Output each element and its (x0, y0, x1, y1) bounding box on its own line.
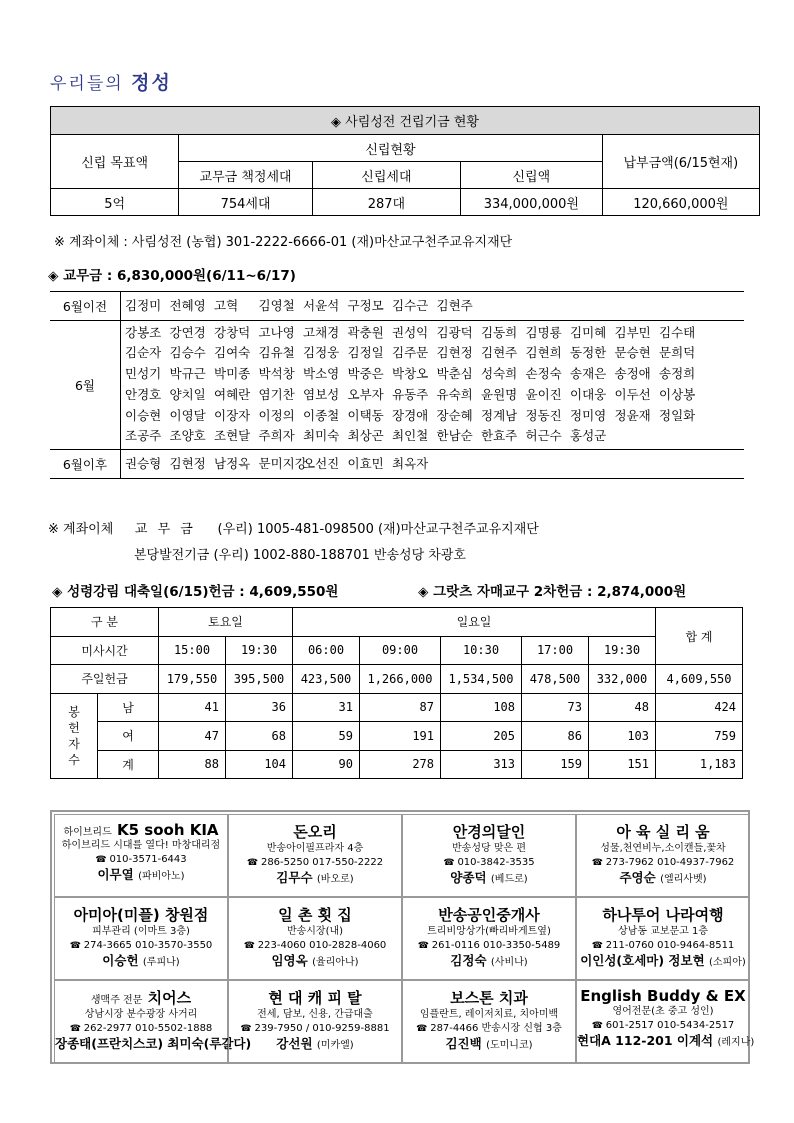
person-name: 최미숙 (303, 428, 340, 444)
person-name: 여혜란 (214, 386, 251, 402)
person-name: 정계남 (481, 407, 518, 423)
ad-person (403, 870, 575, 888)
account1-value: (우리) 1005-481-098500 (재)마산교구천주교유지재단 (217, 522, 539, 537)
ad-phone: ☎ 010-3842-3535 (403, 856, 575, 870)
attend-cell: 41 (159, 693, 226, 722)
person-name: 염보성 (303, 386, 340, 402)
ad-title: 현 대 캐 피 탈 (268, 989, 362, 1007)
attend-cell: 104 (226, 750, 293, 779)
person-name: 장경애 (392, 407, 429, 423)
person-name: 문미지강 (258, 456, 307, 472)
ad-card (228, 814, 402, 897)
ad-line1: 반송아이필프라자 4층 (266, 843, 364, 854)
ad-sub: 생맥주 전문 (90, 995, 143, 1006)
person-name: 안경호 (125, 386, 162, 402)
ad-name (55, 821, 227, 839)
ad-card (228, 897, 402, 980)
ad-person (577, 870, 749, 888)
person-name: 이영달 (169, 407, 206, 423)
ad-card (402, 980, 576, 1063)
ad-title: 하나투어 나라여행 (602, 906, 724, 924)
offering-cell: 478,500 (522, 665, 589, 694)
person-name: 곽충원 (347, 324, 384, 340)
ad-phone: ☎ 601-2517 010-5434-2517 (577, 1019, 749, 1033)
ad-person-name: 장종태(프란치스코) 최미숙(루갈다) (55, 1036, 252, 1051)
person-name: 김동희 (481, 324, 518, 340)
person-name: 송정희 (659, 366, 696, 382)
collection-title-left: ◈ 성령강림 대축일(6/15)헌금 : 4,609,550원 (52, 584, 339, 600)
ad-person-role: (루피나) (142, 957, 180, 968)
ad-phone: ☎ 287-4466 반송시장 신협 3층 (403, 1022, 575, 1036)
fund-col-paid: 납부금액(6/15현재) (602, 135, 759, 189)
col-sat: 토요일 (159, 608, 293, 637)
person-name: 박중은 (347, 366, 384, 382)
fund-caption: ◈ 사림성전 건립기금 현황 (51, 107, 760, 135)
ad-name (577, 987, 749, 1005)
person-name: 문승현 (614, 345, 651, 361)
ad-title: 반송공인중개사 (438, 906, 540, 924)
ad-person-role: (소피아) (709, 957, 746, 968)
attend-cell: 278 (360, 750, 441, 779)
ad-line1: 반송성당 맞은 편 (452, 843, 526, 854)
person-name: 윤이진 (525, 386, 562, 402)
person-name: 남정옥 (214, 456, 251, 472)
person-name: 김주문 (392, 345, 429, 361)
ad-line1: 반송시장(내) (286, 926, 344, 937)
attend-cell: 103 (589, 722, 656, 751)
attend-cell: 68 (226, 722, 293, 751)
ad-name (577, 821, 749, 842)
attend-char: 자 (68, 736, 80, 751)
ad-title: 돈오리 (293, 823, 337, 841)
ad-phone: ☎ 239-7950 / 010-9259-8881 (229, 1022, 401, 1036)
person-name: 박소영 (303, 366, 340, 382)
attend-char: 수 (68, 752, 80, 767)
person-name: 유동주 (392, 386, 429, 402)
attend-row-label: 계 (98, 750, 159, 779)
ad-phone: ☎ 010-3571-6443 (55, 853, 227, 867)
ad-person-role: (율리아나) (312, 957, 359, 968)
fund-pledged-amount: 334,000,000원 (460, 189, 602, 216)
time-cell: 15:00 (159, 636, 226, 665)
account-prefix: ※ 계좌이체 (48, 522, 114, 537)
ad-title: 안경의달인 (452, 823, 526, 841)
offering-cell: 1,534,500 (441, 665, 522, 694)
ad-name (55, 904, 227, 925)
ad-person-role: (바오로) (316, 874, 354, 885)
ad-person (229, 870, 401, 888)
ad-phone: ☎ 262-2977 010-5502-1888 (55, 1022, 227, 1036)
person-name: 고혁 (214, 298, 239, 313)
fund-paid: 120,660,000원 (602, 189, 759, 216)
person-name: 권성익 (392, 324, 429, 340)
ad-person-role: (파비아노) (138, 871, 185, 882)
ad-person-name: 주영순 (619, 870, 656, 885)
ad-title: 치어스 (147, 989, 192, 1007)
person-name: 김정일 (347, 345, 384, 361)
ad-line1: 전세, 담보, 신용, 간급대출 (257, 1009, 373, 1020)
person-name: 손정숙 (525, 366, 562, 382)
ad-person (229, 1036, 401, 1054)
ad-person-role: (엘리사벳) (660, 874, 707, 885)
person-name: 고채경 (303, 324, 340, 340)
ad-person-role: (레지나) (717, 1037, 755, 1048)
person-name: 김승수 (169, 345, 206, 361)
person-name: 박창오 (392, 366, 429, 382)
attend-cell: 73 (522, 693, 589, 722)
person-name: 이종철 (303, 407, 340, 423)
person-name: 강창덕 (214, 324, 251, 340)
collection-title-right: ◈ 그랏츠 자매교구 2차헌금 : 2,874,000원 (418, 584, 687, 600)
person-name: 한남순 (436, 428, 473, 444)
person-name: 김명룡 (525, 324, 562, 340)
ad-person (55, 953, 227, 971)
person-name: 최옥자 (392, 456, 429, 472)
attend-cell: 59 (293, 722, 360, 751)
attend-cell: 159 (522, 750, 589, 779)
ad-card (576, 814, 750, 897)
person-name: 이택동 (347, 407, 384, 423)
time-cell: 06:00 (293, 636, 360, 665)
offering-cell: 395,500 (226, 665, 293, 694)
person-name: 윤원명 (481, 386, 518, 402)
fund-account-note: ※ 계좌이체 : 사림성전 (농협) 301-2222-6666-01 (재)마산교구천주교유지재단 (54, 235, 513, 250)
ad-title: 아미아(미플) 창원점 (73, 906, 209, 924)
ad-person-name: 이무열 (97, 867, 134, 882)
person-name: 김유철 (258, 345, 295, 361)
ad-person-role: (베드로) (490, 874, 528, 885)
person-name: 박미종 (214, 366, 251, 382)
account-line-2 (134, 544, 466, 563)
person-name: 강봉조 (125, 324, 162, 340)
attend-cell: 90 (293, 750, 360, 779)
ad-line1: 하이브리드 시대를 열다! 마창대리점 (61, 840, 221, 851)
attend-cell: 313 (441, 750, 522, 779)
before-names (121, 292, 745, 321)
person-name: 조공주 (125, 428, 162, 444)
ad-person-name: 이승헌 (102, 953, 139, 968)
ad-person (577, 953, 749, 971)
person-name: 강연경 (169, 324, 206, 340)
person-name: 김광덕 (436, 324, 473, 340)
offering-cell: 332,000 (589, 665, 656, 694)
ad-card (576, 980, 755, 1063)
ad-line1: 임플란트, 레이저치료, 치아미백 (419, 1009, 559, 1020)
person-name: 오선진 (303, 456, 340, 472)
person-name: 홍성군 (570, 428, 607, 444)
person-name: 김영철 (258, 298, 295, 313)
ad-person-name: 김정숙 (450, 953, 487, 968)
row-offering-label: 주일헌금 (51, 665, 159, 694)
col-div: 구 분 (51, 608, 159, 637)
ad-title: 일 촌 횟 집 (278, 906, 352, 924)
ad-title: 보스톤 치과 (450, 989, 528, 1007)
person-name: 김여숙 (214, 345, 251, 361)
person-name: 이상봉 (659, 386, 696, 402)
attend-cell: 108 (441, 693, 522, 722)
ad-name (55, 987, 227, 1008)
ad-sub: 하이브리드 (63, 827, 112, 838)
person-name: 김수근 (392, 298, 429, 313)
attend-cell: 424 (656, 693, 743, 722)
person-name: 장순혜 (436, 407, 473, 423)
person-name: 최상곤 (347, 428, 384, 444)
fund-col-status: 신립현황 (179, 135, 602, 162)
ad-title: English Buddy & EX (580, 987, 746, 1005)
person-name: 조양호 (169, 428, 206, 444)
time-cell: 19:30 (589, 636, 656, 665)
col-total: 합 계 (656, 608, 743, 665)
ad-phone: ☎ 261-0116 010-3350-5489 (403, 939, 575, 953)
person-name: 김현주 (481, 345, 518, 361)
attend-cell: 1,183 (656, 750, 743, 779)
ad-line1: 상남시장 분수광장 사거리 (84, 1009, 198, 1020)
person-name: 민성기 (125, 366, 162, 382)
attend-cell: 191 (360, 722, 441, 751)
offering-cell: 179,550 (159, 665, 226, 694)
person-name: 김미혜 (570, 324, 607, 340)
after-label: 6월이후 (50, 450, 121, 479)
ad-person-role: (사비나) (490, 957, 528, 968)
time-cell: 19:30 (226, 636, 293, 665)
june-label: 6월 (50, 320, 121, 450)
person-name: 동정한 (570, 345, 607, 361)
attend-cell: 759 (656, 722, 743, 751)
ad-person (577, 1033, 755, 1051)
fund-pledged-households: 287대 (312, 189, 460, 216)
ad-person-name: 현대A 112-201 이계석 (577, 1033, 714, 1048)
ad-name (403, 987, 575, 1008)
page-title-small: 우리들의 (50, 74, 124, 94)
ad-person-name: 임영옥 (271, 953, 308, 968)
person-name: 정미영 (570, 407, 607, 423)
person-name: 허근수 (525, 428, 562, 444)
person-name: 김정미 (125, 298, 162, 313)
ad-phone: ☎ 286-5250 017-550-2222 (229, 856, 401, 870)
person-name: 고나영 (258, 324, 295, 340)
ad-card (402, 897, 576, 980)
person-name: 이승현 (125, 407, 162, 423)
ad-line1: 영어전문(초 중고 성인) (612, 1006, 714, 1017)
ad-person-name: 양종덕 (450, 870, 487, 885)
ad-card (576, 897, 750, 980)
person-name: 염기찬 (258, 386, 295, 402)
person-name: 김현정 (169, 456, 206, 472)
person-name: 김수태 (659, 324, 696, 340)
ad-title: K5 sooh KIA (117, 821, 219, 839)
person-name: 정일화 (659, 407, 696, 423)
ad-person (403, 953, 575, 971)
person-name: 정동진 (525, 407, 562, 423)
person-name: 김현주 (436, 298, 473, 313)
fund-col-pledged-amount: 신립액 (460, 162, 602, 189)
attend-row-label: 남 (98, 693, 159, 722)
ad-name (229, 987, 401, 1008)
before-label: 6월이전 (50, 292, 121, 321)
fund-households: 754세대 (179, 189, 313, 216)
fund-table (50, 106, 760, 216)
ad-person (55, 1036, 252, 1054)
person-name: 김정웅 (303, 345, 340, 361)
attend-cell: 151 (589, 750, 656, 779)
offering-cell: 423,500 (293, 665, 360, 694)
person-name: 이대웅 (570, 386, 607, 402)
fund-goal: 5억 (51, 189, 179, 216)
person-name: 구정모 (347, 298, 384, 313)
page-title (50, 68, 172, 95)
person-name: 박석창 (258, 366, 295, 382)
fund-col-pledged-households: 신립세대 (312, 162, 460, 189)
attend-cell: 48 (589, 693, 656, 722)
ad-person-role: (도미니코) (486, 1040, 533, 1051)
ad-card (228, 980, 402, 1063)
person-name: 조현달 (214, 428, 251, 444)
person-name: 송정애 (614, 366, 651, 382)
ad-person-name: 김진백 (445, 1036, 482, 1051)
contrib-table (50, 291, 744, 479)
person-name: 전혜영 (169, 298, 206, 313)
ad-name (229, 904, 401, 925)
ad-card (402, 814, 576, 897)
person-name: 한효주 (481, 428, 518, 444)
attend-char: 헌 (68, 720, 80, 735)
ad-title: 아 육 실 리 움 (616, 823, 710, 841)
person-name: 문희덕 (659, 345, 696, 361)
ad-person-name: 이인성(호세마) 정보현 (580, 953, 705, 968)
person-name: 김부민 (614, 324, 651, 340)
ad-name (403, 904, 575, 925)
ad-card (54, 980, 252, 1063)
june-names (121, 320, 745, 450)
fund-col-households: 교무금 책정세대 (179, 162, 313, 189)
ad-line1: 피부관리 (이마트 3층) (92, 926, 190, 937)
attend-cell: 87 (360, 693, 441, 722)
ad-line1: 상남동 교보문고 1층 (618, 926, 708, 937)
ads-grid (50, 810, 755, 1064)
person-name: 양치일 (169, 386, 206, 402)
row-time-label: 미사시간 (51, 636, 159, 665)
page-title-big: 정성 (131, 72, 172, 94)
ad-person-role: (미카엘) (316, 1040, 354, 1051)
ad-phone: ☎ 274-3665 010-3570-3550 (55, 939, 227, 953)
time-cell: 10:30 (441, 636, 522, 665)
person-name: 이두선 (614, 386, 651, 402)
account-line-1 (48, 518, 539, 537)
collection-table (50, 607, 743, 779)
person-name: 성숙희 (481, 366, 518, 382)
person-name: 유숙희 (436, 386, 473, 402)
person-name: 권승형 (125, 456, 162, 472)
ad-phone: ☎ 273-7962 010-4937-7962 (577, 856, 749, 870)
col-sun: 일요일 (293, 608, 656, 637)
attend-cell: 31 (293, 693, 360, 722)
time-cell: 09:00 (360, 636, 441, 665)
person-name: 박춘심 (436, 366, 473, 382)
ad-name (229, 821, 401, 842)
person-name: 정윤재 (614, 407, 651, 423)
ad-card (54, 897, 228, 980)
attend-cell: 36 (226, 693, 293, 722)
attend-cell: 88 (159, 750, 226, 779)
person-name: 오부자 (347, 386, 384, 402)
person-name: 주희자 (258, 428, 295, 444)
fund-col-goal: 신립 목표액 (51, 135, 179, 189)
ad-person (403, 1036, 575, 1054)
attend-char: 봉 (68, 704, 80, 719)
after-names (121, 450, 745, 479)
offering-cell: 4,609,550 (656, 665, 743, 694)
person-name: 송재은 (570, 366, 607, 382)
ad-phone: ☎ 223-4060 010-2828-4060 (229, 939, 401, 953)
contrib-title: ◈ 교무금 : 6,830,000원(6/11~6/17) (48, 268, 296, 284)
attend-row-label: 여 (98, 722, 159, 751)
ad-name (403, 821, 575, 842)
person-name: 김현희 (525, 345, 562, 361)
time-cell: 17:00 (522, 636, 589, 665)
ad-person-name: 강선원 (276, 1036, 313, 1051)
attend-cell: 47 (159, 722, 226, 751)
account1-label: 교 무 금 (134, 522, 196, 537)
person-name: 김순자 (125, 345, 162, 361)
ad-phone: ☎ 211-0760 010-9464-8511 (577, 939, 749, 953)
person-name: 김현정 (436, 345, 473, 361)
ad-name (577, 904, 749, 925)
person-name: 이효민 (347, 456, 384, 472)
person-name: 박규근 (169, 366, 206, 382)
ad-line1: 트리비앙상가(빠리바게트옆) (427, 926, 551, 937)
account2-value: (우리) 1002-880-188701 반송성당 차광호 (213, 548, 466, 563)
attend-cell: 205 (441, 722, 522, 751)
ad-card (54, 814, 228, 897)
attend-cell: 86 (522, 722, 589, 751)
ad-person (229, 953, 401, 971)
person-name: 최인철 (392, 428, 429, 444)
person-name: 이정의 (258, 407, 295, 423)
person-name: 서윤석 (303, 298, 340, 313)
person-name: 이장자 (214, 407, 251, 423)
ad-line1: 성물,천연비누,소이캔들,꽃차 (600, 843, 726, 854)
account2-label: 본당발전기금 (134, 548, 210, 563)
ad-person-name: 김무수 (276, 870, 313, 885)
offering-cell: 1,266,000 (360, 665, 441, 694)
ad-person (55, 867, 227, 885)
attend-label (51, 693, 98, 779)
